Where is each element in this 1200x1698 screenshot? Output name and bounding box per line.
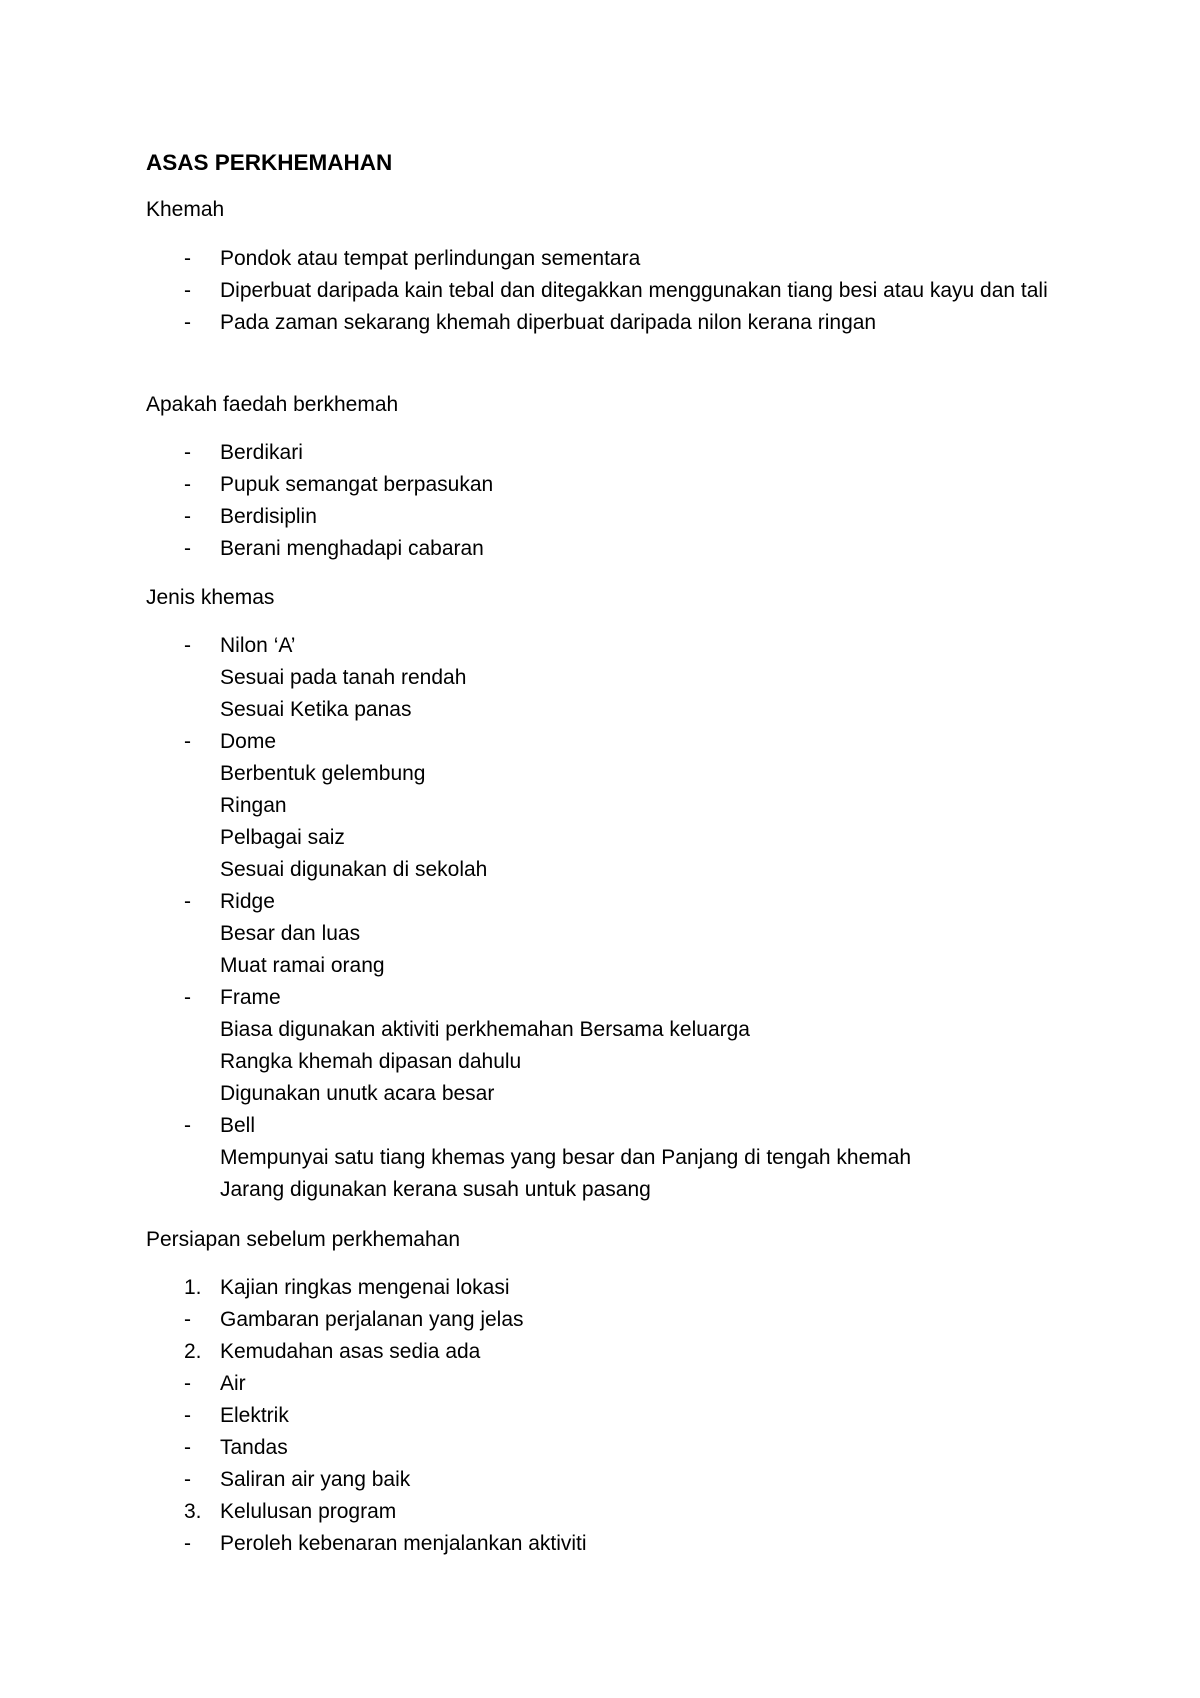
- section-persiapan: [146, 1226, 1086, 1560]
- list-item-text: Rangka khemah dipasan dahulu: [220, 1050, 522, 1073]
- list-item-text: Berbentuk gelembung: [220, 762, 426, 785]
- bullet-list: [146, 243, 1086, 339]
- list-marker: -: [184, 1468, 191, 1491]
- numbered-list: [146, 1272, 1086, 1560]
- list-marker: -: [184, 441, 191, 464]
- list-item-text: Ringan: [220, 794, 287, 817]
- list-item-text: Gambaran perjalanan yang jelas: [220, 1308, 524, 1331]
- list-marker: -: [184, 634, 191, 657]
- list-item: [146, 1174, 1086, 1206]
- list-item-text: Dome: [220, 730, 277, 753]
- list-item: [146, 886, 1086, 918]
- section-faedah: [146, 391, 1086, 565]
- list-item-text: Jarang digunakan kerana susah untuk pasang: [220, 1178, 651, 1201]
- list-item-text: Kajian ringkas mengenai lokasi: [220, 1276, 510, 1299]
- list-item-text: Muat ramai orang: [220, 954, 385, 977]
- list-item-text: Tandas: [220, 1436, 288, 1459]
- list-item-text: Kemudahan asas sedia ada: [220, 1340, 481, 1363]
- list-marker: -: [184, 311, 191, 334]
- list-marker: -: [184, 505, 191, 528]
- list-item-text: Besar dan luas: [220, 922, 361, 945]
- list-item: [146, 918, 1086, 950]
- list-item-text: Saliran air yang baik: [220, 1468, 411, 1491]
- list-marker: 2.: [184, 1340, 202, 1363]
- list-marker: 3.: [184, 1500, 202, 1523]
- list-item: [146, 1368, 1086, 1400]
- list-item-text: Peroleh kebenaran menjalankan aktiviti: [220, 1532, 587, 1555]
- list-marker: -: [184, 730, 191, 753]
- list-marker: -: [184, 247, 191, 270]
- list-item: [146, 307, 1086, 339]
- list-item-text: Berani menghadapi cabaran: [220, 537, 484, 560]
- list-item: [146, 630, 1086, 662]
- list-item-text: Diperbuat daripada kain tebal dan ditegakkan menggunakan tiang besi atau kayu dan tali: [220, 279, 1048, 302]
- list-marker: -: [184, 279, 191, 302]
- list-item-text: Pada zaman sekarang khemah diperbuat daripada nilon kerana ringan: [220, 311, 877, 334]
- bullet-list: [146, 437, 1086, 565]
- list-marker: -: [184, 986, 191, 1009]
- list-item-text: Biasa digunakan aktiviti perkhemahan Bersama keluarga: [220, 1018, 750, 1041]
- list-marker: -: [184, 537, 191, 560]
- list-item-text: Sesuai digunakan di sekolah: [220, 858, 488, 881]
- list-item: [146, 1464, 1086, 1496]
- list-marker: -: [184, 473, 191, 496]
- document-title: ASAS PERKHEMAHAN: [146, 150, 393, 175]
- list-item: [146, 469, 1086, 501]
- list-marker: -: [184, 1404, 191, 1427]
- list-marker: -: [184, 890, 191, 913]
- list-item-text: Mempunyai satu tiang khemas yang besar dan Panjang di tengah khemah: [220, 1146, 912, 1169]
- list-marker: -: [184, 1114, 191, 1137]
- list-marker: 1.: [184, 1276, 202, 1299]
- list-item-text: Ridge: [220, 890, 275, 913]
- list-marker: -: [184, 1436, 191, 1459]
- list-item-text: Berdisiplin: [220, 505, 317, 528]
- section-heading: Khemah: [146, 198, 225, 221]
- list-item: [146, 1014, 1086, 1046]
- list-item: [146, 437, 1086, 469]
- list-marker: -: [184, 1308, 191, 1331]
- list-item: [146, 275, 1086, 307]
- list-item: [146, 1432, 1086, 1464]
- list-item-text: Pelbagai saiz: [220, 826, 345, 849]
- list-item: [146, 854, 1086, 886]
- list-item: [146, 1304, 1086, 1336]
- list-item-text: Pupuk semangat berpasukan: [220, 473, 494, 496]
- list-item-text: Air: [220, 1372, 246, 1395]
- list-item: [146, 822, 1086, 854]
- list-item: [146, 950, 1086, 982]
- list-item: [146, 533, 1086, 565]
- list-item-text: Sesuai pada tanah rendah: [220, 666, 467, 689]
- list-item: [146, 1272, 1086, 1304]
- list-item: [146, 662, 1086, 694]
- list-item: [146, 243, 1086, 275]
- section-heading: Apakah faedah berkhemah: [146, 393, 399, 416]
- list-marker: -: [184, 1372, 191, 1395]
- list-item-text: Bell: [220, 1114, 256, 1137]
- list-item: [146, 758, 1086, 790]
- list-item-text: Pondok atau tempat perlindungan sementara: [220, 247, 641, 270]
- list-item: [146, 982, 1086, 1014]
- list-item-text: Digunakan unutk acara besar: [220, 1082, 495, 1105]
- list-item: [146, 1142, 1086, 1174]
- list-item: [146, 1496, 1086, 1528]
- list-item: [146, 1400, 1086, 1432]
- list-item: [146, 694, 1086, 726]
- list-item: [146, 726, 1086, 758]
- list-item: [146, 501, 1086, 533]
- section-heading: Persiapan sebelum perkhemahan: [146, 1228, 461, 1251]
- list-item: [146, 1336, 1086, 1368]
- section-heading: Jenis khemas: [146, 586, 275, 609]
- list-item-text: Frame: [220, 986, 281, 1009]
- list-item: [146, 1046, 1086, 1078]
- list-item-text: Nilon ‘A’: [220, 634, 296, 657]
- section-jenis-khemas: [146, 584, 1086, 1206]
- section-khemah: [146, 196, 1086, 339]
- list-item: [146, 1078, 1086, 1110]
- list-item-text: Berdikari: [220, 441, 303, 464]
- list-item: [146, 1528, 1086, 1560]
- bullet-list: [146, 630, 1086, 1206]
- list-marker: -: [184, 1532, 191, 1555]
- list-item-text: Elektrik: [220, 1404, 289, 1427]
- list-item: [146, 1110, 1086, 1142]
- list-item-text: Kelulusan program: [220, 1500, 397, 1523]
- list-item-text: Sesuai Ketika panas: [220, 698, 412, 721]
- list-item: [146, 790, 1086, 822]
